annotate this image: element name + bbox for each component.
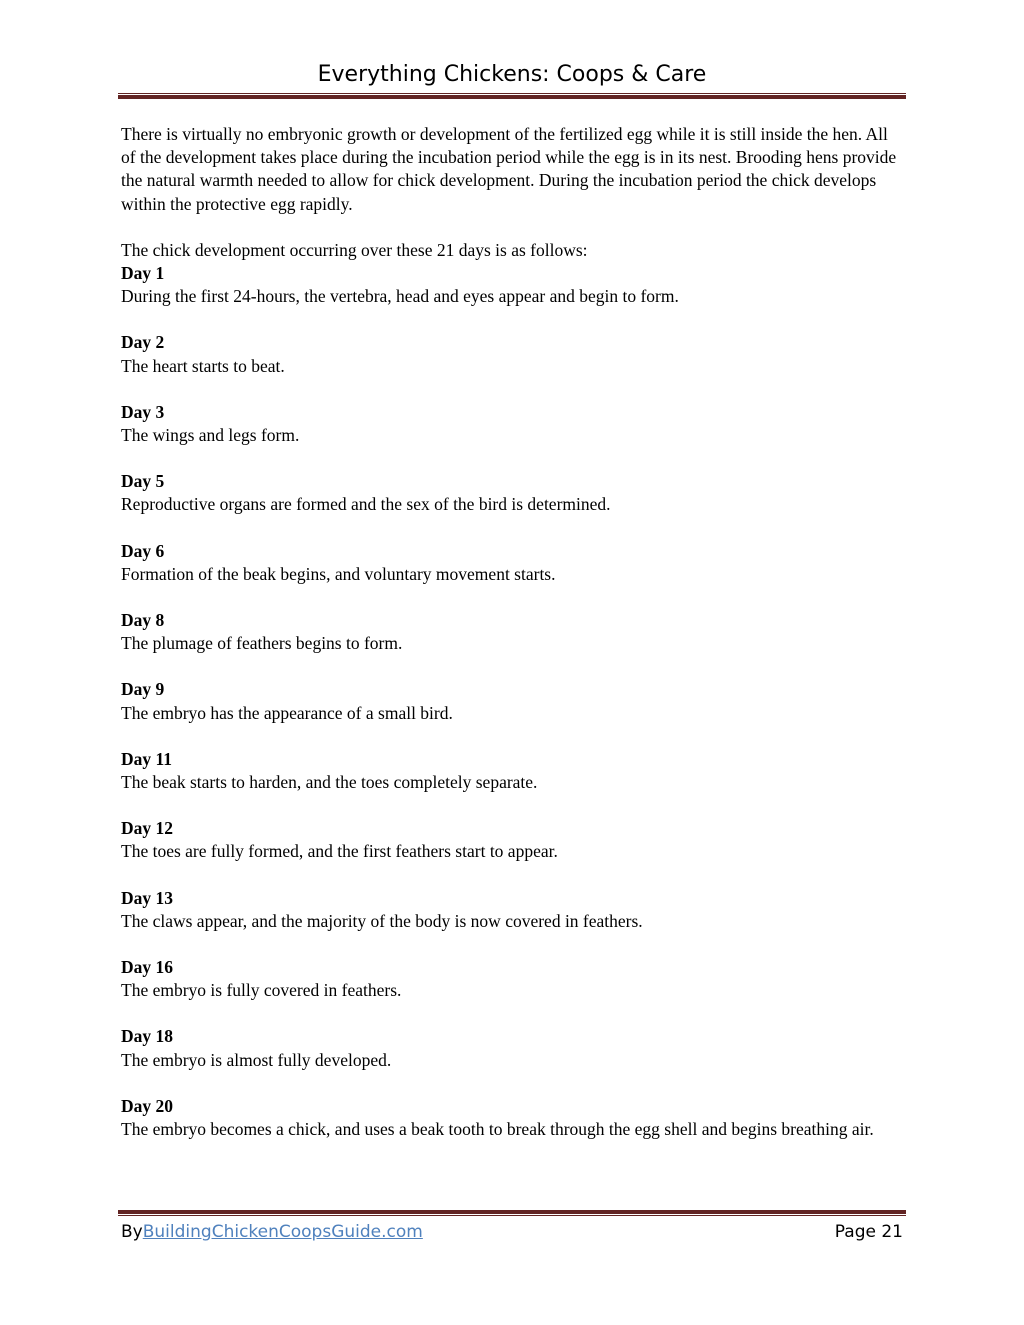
day-heading: Day 1 xyxy=(121,263,165,284)
day-description: The wings and legs form. xyxy=(121,425,300,446)
page-number: Page 21 xyxy=(834,1222,903,1242)
day-description: Reproductive organs are formed and the sex of the bird is determined. xyxy=(121,494,611,515)
day-heading: Day 13 xyxy=(121,887,174,908)
footer-by-label: By xyxy=(121,1222,143,1242)
day-entry xyxy=(121,1095,906,1141)
day-entry xyxy=(121,331,906,377)
day-description: The heart starts to beat. xyxy=(121,355,285,376)
day-entry xyxy=(121,956,906,1002)
day-heading: Day 12 xyxy=(121,818,174,839)
day-entry xyxy=(121,609,906,655)
page-footer xyxy=(121,1219,903,1245)
day-heading: Day 9 xyxy=(121,679,165,700)
day-description: The claws appear, and the majority of the body is now covered in feathers. xyxy=(121,910,643,931)
lead-sentence: The chick development occurring over these 21 days is as follows: xyxy=(121,239,588,260)
day-heading: Day 3 xyxy=(121,401,165,422)
day-description: The embryo becomes a chick, and uses a beak tooth to break through the egg shell and begins breathing air. xyxy=(121,1119,874,1140)
day-description: The plumage of feathers begins to form. xyxy=(121,633,403,654)
footer-divider xyxy=(118,1210,906,1216)
day-entry xyxy=(121,748,906,794)
day-heading: Day 11 xyxy=(121,748,173,769)
day-entry xyxy=(121,470,906,516)
day-entry xyxy=(121,401,906,447)
day-description: The beak starts to harden, and the toes completely separate. xyxy=(121,772,538,793)
day-heading: Day 18 xyxy=(121,1026,174,1047)
day-heading: Day 8 xyxy=(121,610,165,631)
day-description: The embryo has the appearance of a small bird. xyxy=(121,702,453,723)
intro-paragraph: There is virtually no embryonic growth or development of the fertilized egg while it is still inside the hen. All of the development takes place during the incubation period while the egg is in its nest. Brooding hens provide the natural warmth needed to allow for chick development. During the incubation period the chick develops within the protective egg rapidly. xyxy=(121,124,897,214)
page-header-title: Everything Chickens: Coops & Care xyxy=(317,62,707,87)
day-entry xyxy=(121,887,906,933)
footer-website-link[interactable]: BuildingChickenCoopsGuide.com xyxy=(142,1222,423,1242)
day-description: During the first 24-hours, the vertebra, head and eyes appear and begin to form. xyxy=(121,286,679,307)
day-entry xyxy=(121,262,906,308)
day-entry xyxy=(121,540,906,586)
day-heading: Day 2 xyxy=(121,332,165,353)
footer-credit xyxy=(121,1219,423,1245)
day-description: The embryo is fully covered in feathers. xyxy=(121,980,402,1001)
day-heading: Day 16 xyxy=(121,957,174,978)
day-heading: Day 5 xyxy=(121,471,165,492)
header-divider xyxy=(118,93,906,99)
day-heading: Day 6 xyxy=(121,540,165,561)
page-body xyxy=(121,123,906,1164)
day-description: Formation of the beak begins, and voluntary movement starts. xyxy=(121,563,556,584)
day-entry xyxy=(121,678,906,724)
day-heading: Day 20 xyxy=(121,1095,174,1116)
day-description: The embryo is almost fully developed. xyxy=(121,1049,392,1070)
day-description: The toes are fully formed, and the first feathers start to appear. xyxy=(121,841,558,862)
day-entry xyxy=(121,817,906,863)
day-entry xyxy=(121,1025,906,1071)
